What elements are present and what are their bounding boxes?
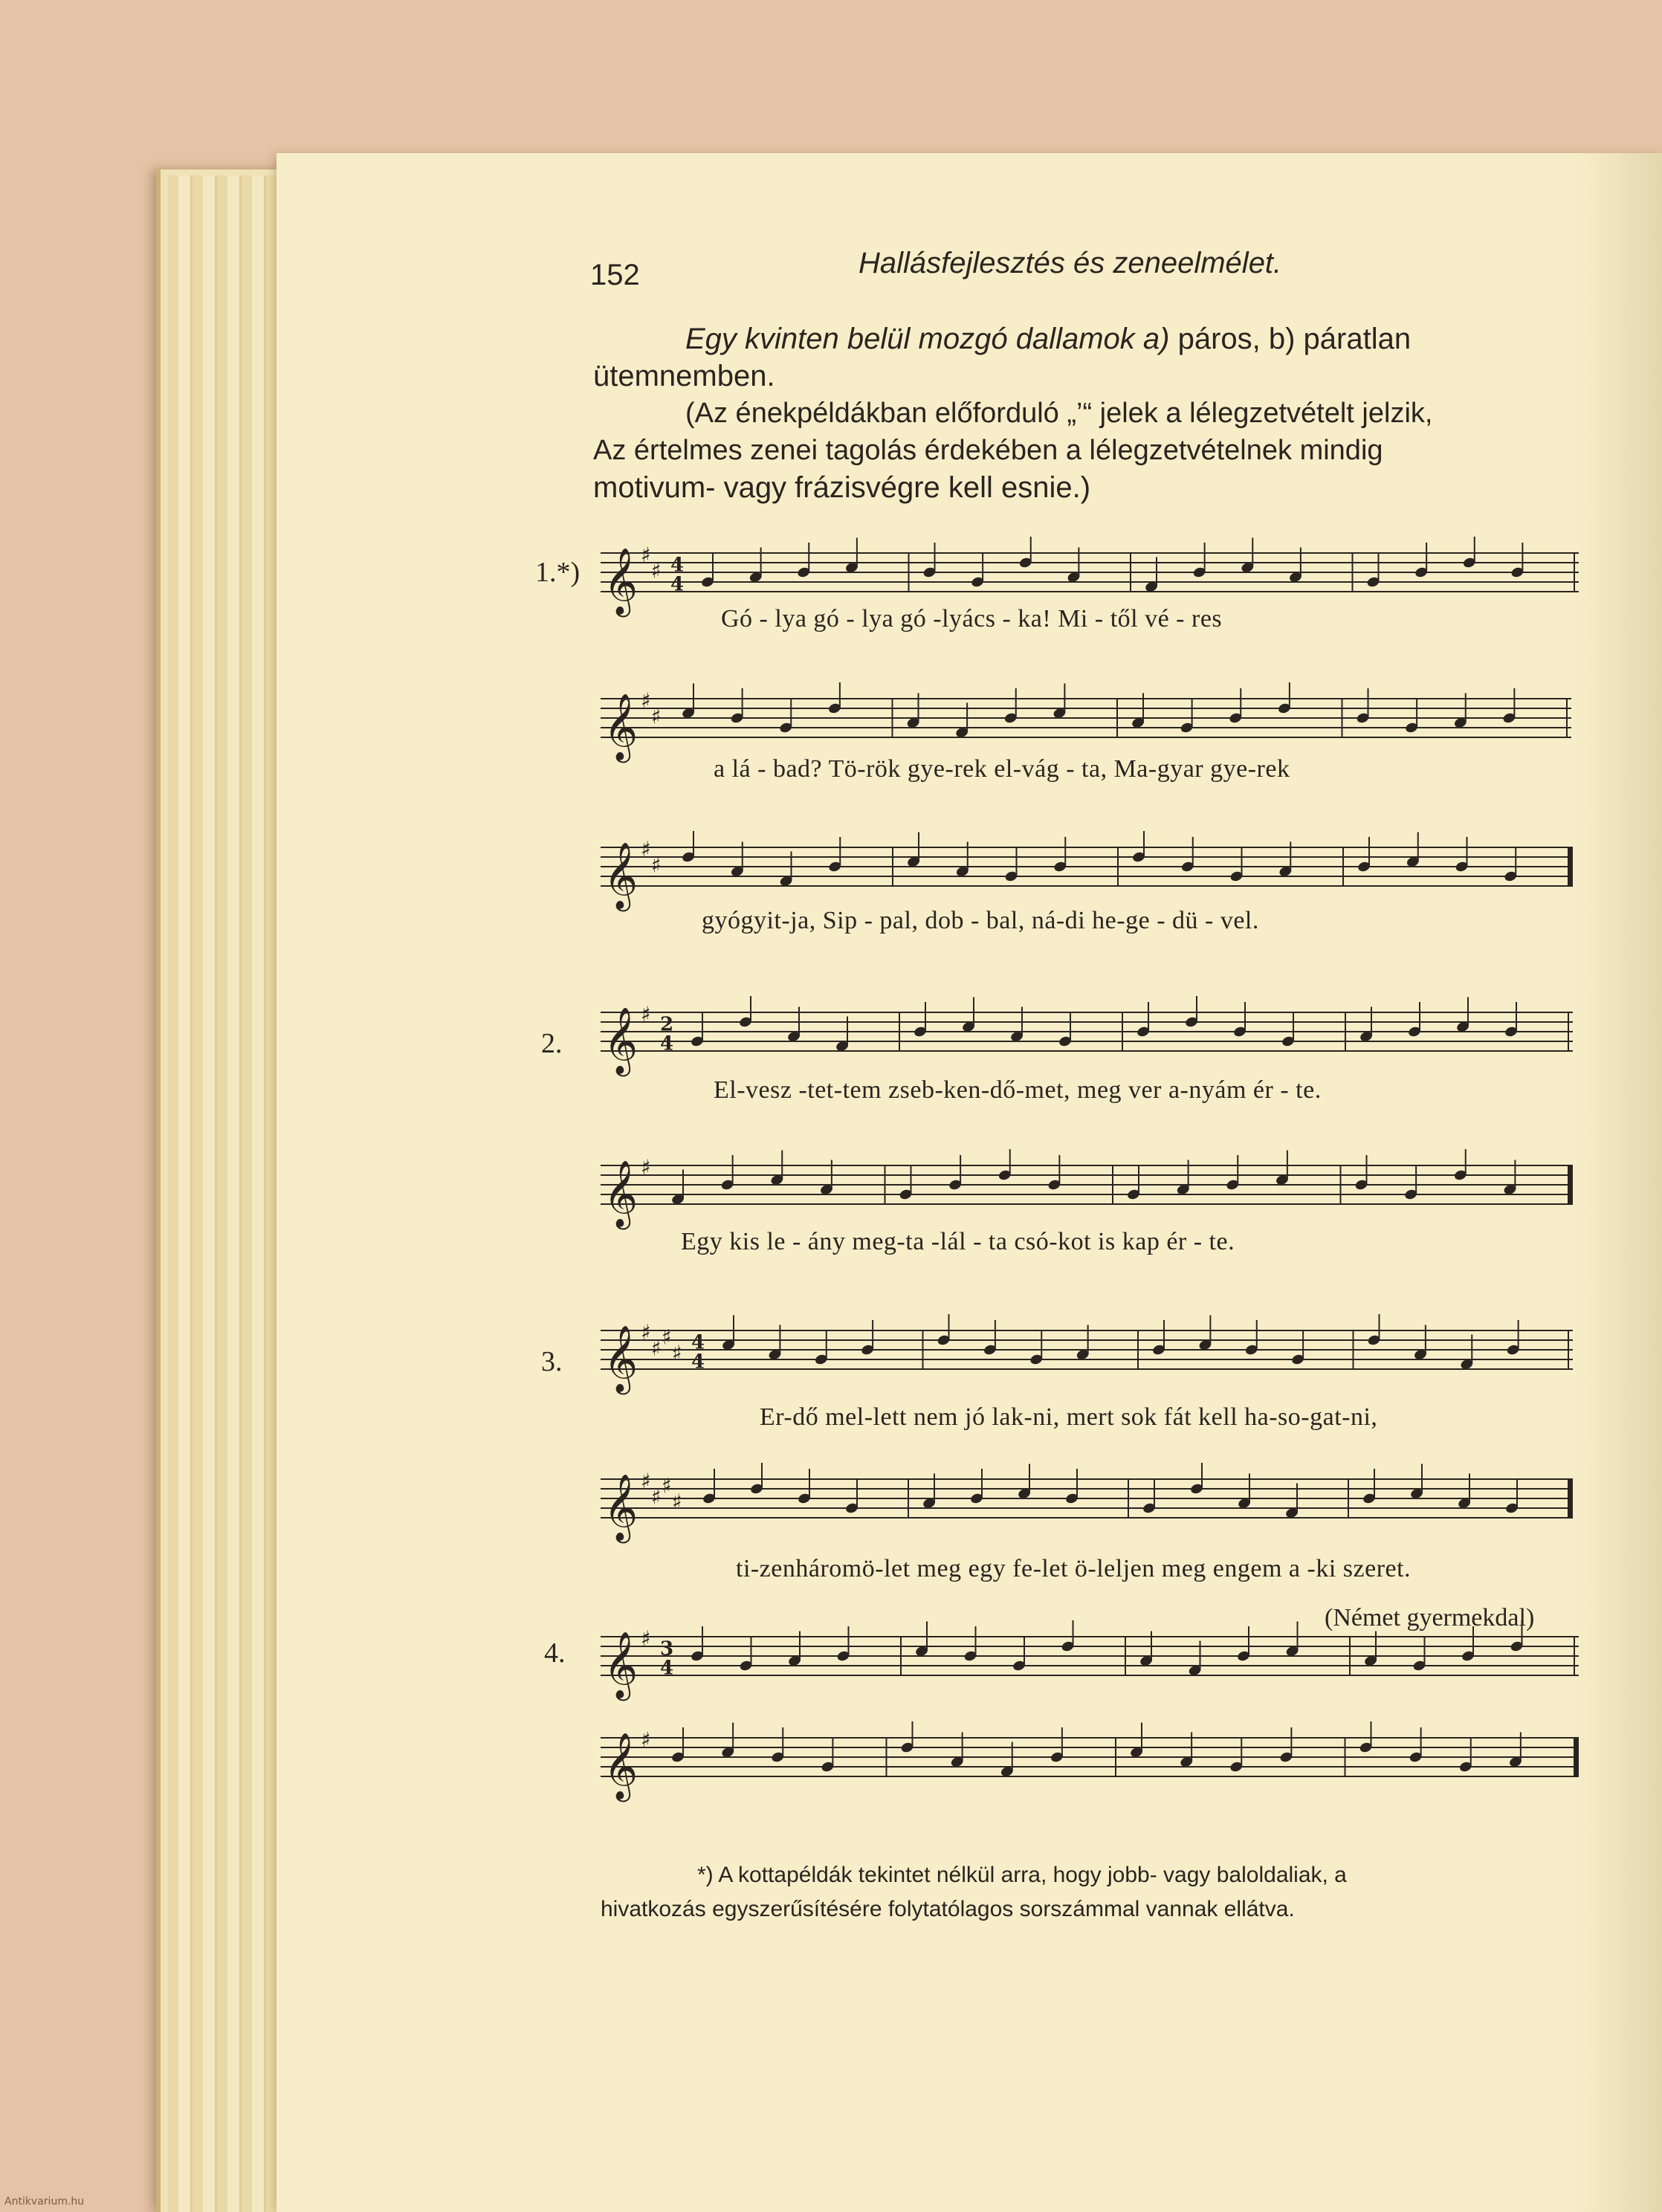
time-signature-top: 3 [660, 1637, 674, 1660]
sharp-icon: ♯ [662, 1473, 672, 1498]
treble-clef-icon: 𝄞 [604, 1631, 638, 1698]
music-staff [601, 1149, 1576, 1231]
page-curl-shadow [1573, 153, 1662, 2212]
sharp-icon: ♯ [662, 1325, 672, 1350]
treble-clef-icon: 𝄞 [604, 548, 638, 615]
footnote-line-2: hivatkozás egyszerűsítésére folytatólagos sorszámmal vannak ellátva. [601, 1897, 1295, 1921]
final-bar-line [1568, 847, 1573, 886]
sharp-icon: ♯ [651, 704, 662, 729]
music-staff [601, 1314, 1576, 1396]
example-2-label: 2. [541, 1028, 563, 1059]
sharp-icon: ♯ [641, 837, 651, 861]
example-3-lyrics-2: ti-zenháromö-let meg egy fe-let ö-leljen meg engem a -ki szeret. [736, 1555, 1412, 1582]
sharp-icon: ♯ [672, 1341, 682, 1365]
final-bar-line [1568, 1479, 1573, 1518]
footnote [601, 1858, 1582, 1927]
sharp-icon: ♯ [651, 853, 662, 878]
treble-clef-icon: 𝄞 [604, 1160, 638, 1227]
watermark: Antikvarium.hu [4, 2196, 85, 2208]
time-signature-top: 4 [670, 554, 685, 577]
intro-line-5: motivum- vagy frázisvégre kell esnie.) [593, 471, 1091, 504]
example-2-lyrics-2: Egy kis le - ány meg-ta -lál - ta csó-kot is kap ér - te. [681, 1228, 1235, 1255]
intro-italic: Egy kvinten belül mozgó dallamok a) [685, 323, 1170, 355]
time-signature-bottom: 4 [660, 1657, 674, 1680]
intro-line-2: ütemnemben. [593, 360, 775, 392]
treble-clef-icon: 𝄞 [604, 1007, 638, 1074]
final-bar-line [1568, 1165, 1573, 1204]
sharp-icon: ♯ [651, 1336, 662, 1361]
example-1-lyrics-1: Gó - lya gó - lya gó -lyács - ka! Mi - től vé - res [721, 605, 1223, 633]
intro-line-3: (Az énekpéldákban előforduló „’“ jelek a lélegzetvételt jelzik, [685, 398, 1433, 429]
treble-clef-icon: 𝄞 [604, 842, 638, 909]
footnote-line-1: *) A kottapéldák tekintet nélkül arra, hogy jobb- vagy baloldaliak, a [697, 1863, 1347, 1887]
treble-clef-icon: 𝄞 [604, 1733, 638, 1799]
time-signature-top: 4 [691, 1331, 705, 1354]
sharp-icon: ♯ [641, 1002, 651, 1026]
sharp-icon: ♯ [641, 1626, 651, 1651]
example-3-lyrics-1: Er-dő mel-lett nem jó lak-ni, mert sok fát kell ha-so-gat-ni, [760, 1403, 1378, 1431]
intro-line-4: Az értelmes zenei tagolás érdekében a lélegzetvételnek mindig [593, 435, 1383, 466]
time-signature-bottom: 4 [670, 573, 685, 596]
sharp-icon: ♯ [641, 543, 651, 567]
time-signature-top: 2 [660, 1013, 674, 1036]
sharp-icon: ♯ [641, 688, 651, 713]
sharp-icon: ♯ [672, 1490, 682, 1514]
music-staff [601, 996, 1576, 1078]
final-bar-line [1574, 1738, 1579, 1776]
intro-line-1 [685, 320, 1411, 358]
time-signature-bottom: 4 [660, 1032, 674, 1055]
sharp-icon: ♯ [651, 558, 662, 583]
music-staff [601, 682, 1574, 764]
intro-line1-rest: páros, b) páratlan [1177, 323, 1412, 355]
example-1-lyrics-3: gyógyit-ja, Sip - pal, dob - bal, ná-di he-ge - dü - vel. [702, 907, 1259, 934]
example-4-label: 4. [544, 1637, 566, 1669]
treble-clef-icon: 𝄞 [604, 1474, 638, 1541]
sharp-icon: ♯ [641, 1469, 651, 1493]
sharp-icon: ♯ [641, 1155, 651, 1180]
page-stack-edges [168, 175, 287, 2212]
sharp-icon: ♯ [641, 1727, 651, 1752]
music-staff [601, 1620, 1582, 1702]
music-staff [601, 1463, 1576, 1545]
example-1-lyrics-2: a lá - bad? Tö-rök gye-rek el-vág - ta, Ma-gyar gye-rek [714, 755, 1290, 783]
example-3-label: 3. [541, 1346, 563, 1377]
example-1-label: 1.*) [535, 557, 581, 588]
example-4-source: (Német gyermekdal) [1325, 1604, 1535, 1631]
music-staff [601, 831, 1576, 913]
running-title: Hallásfejlesztés és zeneelmélet. [859, 247, 1282, 279]
treble-clef-icon: 𝄞 [604, 693, 638, 760]
treble-clef-icon: 𝄞 [604, 1325, 638, 1392]
sharp-icon: ♯ [651, 1484, 662, 1510]
time-signature-bottom: 4 [691, 1351, 705, 1374]
sharp-icon: ♯ [641, 1320, 651, 1345]
page-number: 152 [590, 259, 640, 291]
example-2-lyrics-1: El-vesz -tet-tem zseb-ken-dő-met, meg ver a-nyám ér - te. [714, 1076, 1322, 1104]
music-staff [601, 1721, 1582, 1811]
